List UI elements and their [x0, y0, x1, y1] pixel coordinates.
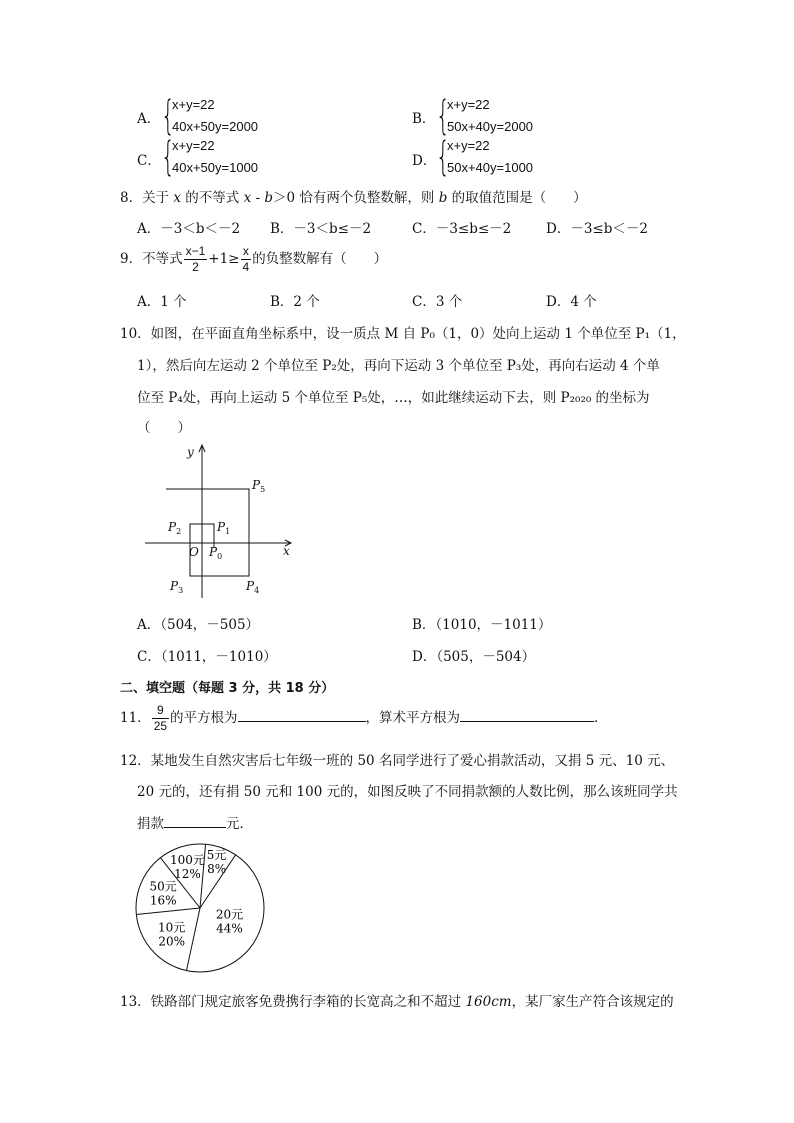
q7-c-brace: { — [161, 134, 175, 180]
q7-d-system — [447, 135, 533, 179]
q9-f2-den: 4 — [242, 260, 250, 274]
q7-b-system — [447, 94, 533, 138]
q13-text-b: ，某厂家生产符合该规定的 — [511, 994, 674, 1010]
q9-fraction-2 — [241, 244, 252, 275]
q9-option-c: C．3 个 — [412, 294, 463, 310]
q7-d-eq1: x+y=22 — [447, 138, 490, 153]
q11-text-c: ． — [594, 710, 608, 726]
q7-d-eq2: 50x+40y=1000 — [447, 160, 534, 175]
section-2-heading: 二、填空题（每题 3 分，共 18 分） — [120, 681, 335, 696]
pie-label-percent-4: 12% — [174, 866, 201, 881]
q13-text-a: 13．铁路部门规定旅客免费携行李箱的长宽高之和不超过 — [120, 994, 466, 1010]
p4-label: $P_4$ — [246, 579, 260, 595]
q10-line-1: 10．如图，在平面直角坐标系中，设一质点 M 自 P₀（1，0）处向上运动 1 个单位至 P₁（1， — [120, 326, 686, 342]
q11-blank-1[interactable] — [238, 707, 366, 722]
q9-option-d: D．4 个 — [546, 294, 597, 310]
p0-label: $P_0$ — [209, 545, 223, 561]
pie-label-category-3: 50元 — [149, 879, 177, 894]
q9-fraction-1 — [184, 244, 208, 275]
q8-option-a: A．－3＜b＜－2 — [137, 221, 241, 237]
p1-label: $P_1$ — [217, 520, 231, 536]
q8-option-d: D．－3≤b＜－2 — [546, 221, 648, 237]
q8-text-d: 的取值范围是（ ） — [447, 190, 587, 206]
q8-var-x: x — [173, 190, 182, 206]
pie-label-percent-2: 20% — [158, 934, 186, 949]
pie-label-percent-0: 8% — [207, 861, 227, 876]
q7-a-label: A． — [137, 111, 161, 127]
q7-b-eq2: 50x+40y=2000 — [447, 119, 534, 134]
q11-frac-den: 25 — [153, 719, 168, 733]
q7-c-eq2: 40x+50y=1000 — [172, 160, 259, 175]
q9-post: 的负整数解有（ ） — [252, 251, 388, 267]
q11-blank-2[interactable] — [460, 707, 594, 722]
pie-label-category-1: 20元 — [215, 907, 244, 922]
q8-var-b: b — [438, 190, 448, 206]
q9-stem — [120, 244, 387, 275]
q10-option-c: C．（1011，－1010） — [137, 649, 277, 665]
pie-label-percent-3: 16% — [149, 893, 177, 908]
q9-f1-num: x−1 — [185, 244, 206, 258]
p5-label: $P_5$ — [252, 478, 266, 494]
p2-label: $P_2$ — [168, 520, 182, 536]
p3-label: $P_3$ — [170, 579, 184, 595]
q7-c-system — [172, 135, 258, 179]
q7-c-eq1: x+y=22 — [172, 138, 215, 153]
q8-option-b: B．－3＜b≤－2 — [270, 221, 372, 237]
q11-text-b: ，算术平方根为 — [365, 710, 461, 726]
q12-blank[interactable] — [164, 813, 226, 828]
pie-label-category-2: 10元 — [158, 920, 186, 935]
q8-option-c: C．－3≤b≤－2 — [412, 221, 512, 237]
q11-fraction — [152, 703, 169, 734]
q12-pie-chart — [130, 838, 275, 978]
q12-line-3a: 捐款 — [137, 816, 164, 832]
q7-a-system — [172, 94, 258, 138]
q10-option-b: B．（1010，－1011） — [412, 617, 552, 633]
q10-option-d: D．（505，－504） — [412, 649, 536, 665]
q10-option-a: A．（504，－505） — [137, 617, 260, 633]
q9-f1-den: 2 — [192, 260, 199, 274]
q9-option-a: A．1 个 — [137, 294, 187, 310]
q8-stem — [120, 186, 587, 206]
q8-expr-mid: - — [251, 190, 265, 206]
q7-b-eq1: x+y=22 — [447, 97, 490, 112]
x-axis-label: x — [283, 544, 290, 558]
q9-f2-num: x — [241, 244, 252, 260]
pie-label-category-4: 100元 — [169, 852, 205, 867]
q13-unit: cm — [491, 994, 512, 1010]
q10-line-2: 1），然后向左运动 2 个单位至 P₂处，再向下运动 3 个单位至 P₃处，再向右运动 4 个单 — [137, 358, 660, 374]
q8-text-a: 关于 — [142, 190, 174, 206]
q9-number: 9． — [120, 251, 143, 267]
q8-expr-b: b — [264, 190, 274, 206]
q12-line-2: 20 元的，还有捐 50 元和 100 元的，如图反映了不同捐款额的人数比例，那么该班同学共 — [137, 784, 678, 800]
y-axis-label: y — [187, 445, 194, 459]
q11-text-a: 的平方根为 — [170, 710, 238, 726]
q10-line-4: （ ） — [137, 420, 191, 436]
q11-frac-num: 9 — [152, 703, 169, 719]
q7-c-label: C． — [137, 153, 161, 169]
q12-line-1: 12．某地发生自然灾害后七年级一班的 50 名同学进行了爱心捐款活动，又捐 5 元、10 元、 — [120, 753, 675, 769]
q9-pre: 不等式 — [142, 251, 183, 267]
q7-d-label: D． — [412, 153, 437, 169]
q7-a-brace: { — [161, 93, 175, 139]
pie-slice-boundary-3 — [136, 908, 200, 914]
q11-number: 11． — [120, 710, 151, 726]
q9-option-b: B．2 个 — [270, 294, 320, 310]
q13-line-1 — [120, 990, 674, 1010]
q7-a-eq1: x+y=22 — [172, 97, 215, 112]
origin-label: O — [189, 545, 199, 559]
pie-label-percent-1: 44% — [216, 921, 243, 936]
q13-value: 160 — [465, 994, 492, 1010]
q9-mid: +1≥ — [208, 251, 240, 267]
q10-coordinate-figure — [140, 440, 310, 600]
q8-expr-x: x — [243, 190, 252, 206]
q7-a-eq2: 40x+50y=2000 — [172, 119, 259, 134]
q7-d-brace: { — [436, 134, 450, 180]
q10-line-3: 位至 P₄处，再向上运动 5 个单位至 P₅处，…，如此继续运动下去，则 P₂₀₂₀ 的坐标为 — [137, 390, 650, 406]
q12-line-3 — [137, 812, 253, 832]
pie-slice-boundary-2 — [186, 908, 200, 971]
q8-text-c: ＞0 恰有两个负整数解，则 — [273, 190, 439, 206]
q8-number: 8． — [120, 190, 143, 206]
q7-b-label: B． — [412, 111, 436, 127]
pie-label-category-0: 5元 — [206, 847, 227, 862]
q11-stem — [120, 703, 608, 734]
q7-b-brace: { — [436, 93, 450, 139]
q8-text-b: 的不等式 — [181, 190, 244, 206]
q12-line-3b: 元． — [226, 816, 253, 832]
